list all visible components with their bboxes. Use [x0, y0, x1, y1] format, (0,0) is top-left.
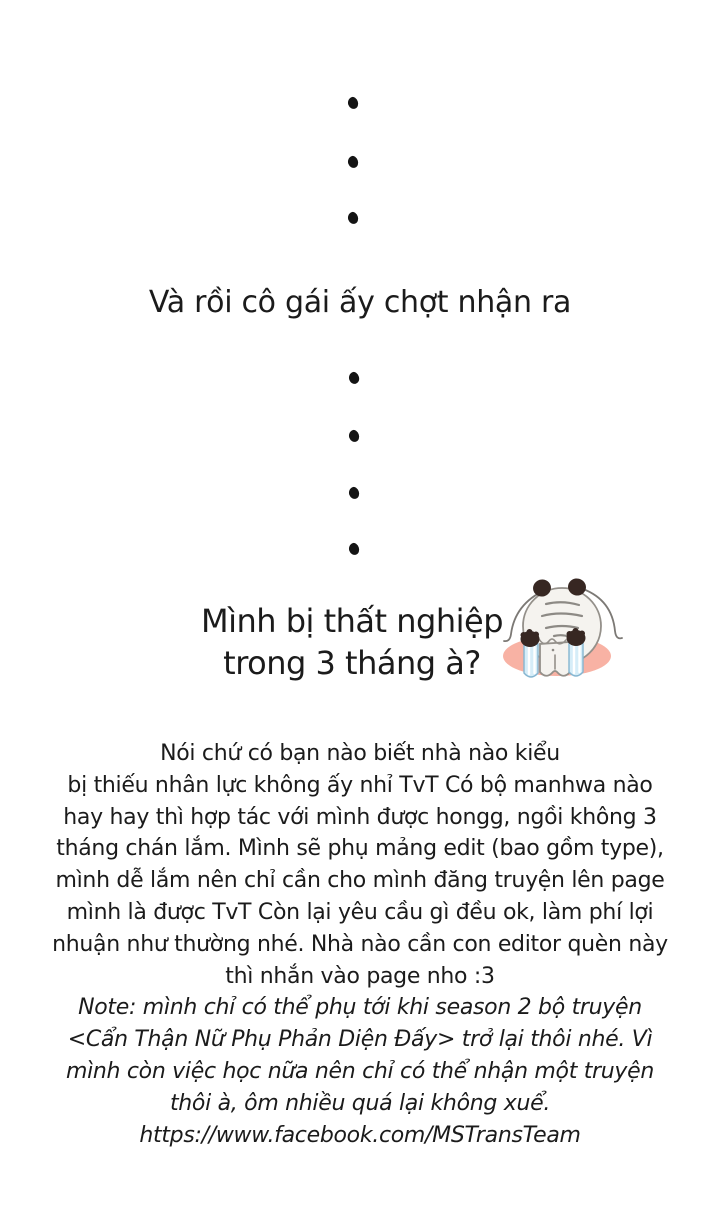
face-dot [552, 649, 555, 652]
note-line: tháng chán lắm. Mình sẽ phụ mảng edit (bao gồm type), [56, 836, 664, 862]
note-italic-line: Note: mình chỉ có thể phụ tới khi season 2 bộ truyện [78, 995, 642, 1021]
ellipsis-dot [346, 155, 360, 170]
note-line: nhuận như thường nhé. Nhà nào cần con editor quèn này [52, 931, 668, 957]
note-italic-line: <Cẩn Thận Nữ Phụ Phản Diện Đấy> trở lại thôi nhé. Vì [67, 1027, 653, 1053]
ellipsis-dot [346, 96, 360, 111]
narration-text: Và rồi cô gái ấy chợt nhận ra [148, 285, 572, 320]
headline-line-2: trong 3 tháng à? [223, 644, 481, 682]
note-line: mình dễ lắm nên chỉ cần cho mình đăng truyện lên page [55, 868, 665, 894]
note-line: mình là được TvT Còn lại yêu cầu gì đều ok, làm phí lợi [66, 899, 654, 925]
note-italic-line: mình còn việc học nữa nên chỉ có thể nhận một truyện [65, 1058, 655, 1084]
crying-character-sticker [500, 578, 627, 686]
tear-right [569, 642, 583, 676]
note-line: bị thiếu nhân lực không ấy nhỉ TvT Có bộ manhwa nào [67, 772, 653, 798]
translator-note [0, 738, 720, 1151]
facebook-url: https://www.facebook.com/MSTransTeam [139, 1122, 581, 1148]
ellipsis-dot [347, 486, 361, 501]
note-line: thì nhắn vào page nho :3 [225, 963, 495, 989]
ellipsis-dot [347, 542, 361, 557]
note-italic-line: thôi à, ôm nhiều quá lại không xuể. [169, 1090, 551, 1116]
ellipsis-dot [347, 371, 361, 386]
ellipsis-dot [347, 429, 361, 444]
note-line: Nói chứ có bạn nào biết nhà nào kiểu [160, 741, 560, 766]
ellipsis-dot [346, 211, 360, 226]
tear-left [524, 644, 538, 677]
headline-line-1: Mình bị thất nghiệp [200, 602, 504, 640]
note-line: hay hay thì hợp tác với mình được hongg, ngồi không 3 [63, 804, 657, 830]
